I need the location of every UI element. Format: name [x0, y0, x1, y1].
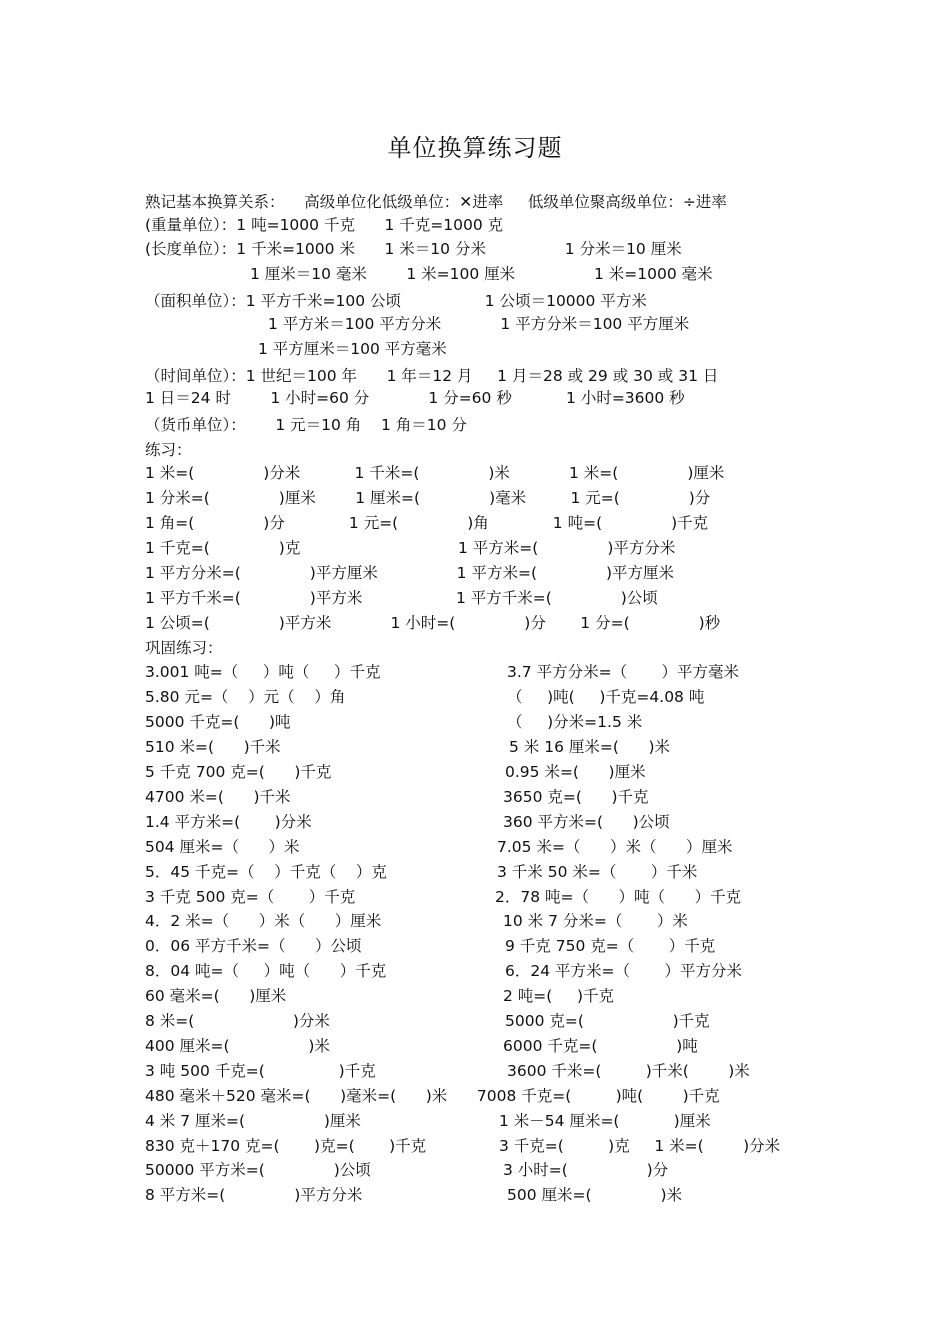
- text-line: 5 米 16 厘米=( )米: [509, 738, 671, 756]
- page-title: 单位换算练习题: [387, 134, 563, 162]
- text-line: 1.4 平方米=( )分米: [145, 813, 312, 831]
- text-line: 1 角=( )分 1 元=( )角 1 吨=( )千克: [145, 514, 709, 532]
- text-line: （时间单位）：1 世纪＝100 年 1 年＝12 月 1 月＝28 或 29 或 30 或 31 日: [145, 367, 719, 385]
- text-line: 1 日＝24 时 1 小时=60 分 1 分=60 秒 1 小时=3600 秒: [145, 389, 685, 407]
- text-line: 510 米=( )千米: [145, 738, 281, 756]
- text-line: 3 小时=( )分: [503, 1161, 669, 1179]
- text-line: 1 米－54 厘米=( )厘米: [499, 1112, 711, 1130]
- text-line: 3650 克=( )千克: [503, 788, 649, 806]
- text-line: 5．45 千克=（ ）千克（ ）克: [145, 863, 387, 881]
- text-line: 3 吨 500 千克=( )千克: [145, 1062, 376, 1080]
- text-line: 8 平方米=( )平方分米: [145, 1186, 363, 1204]
- text-line: 10 米 7 分米=（ ）米: [503, 912, 688, 930]
- text-line: 1 分米=( )厘米 1 厘米=( )毫米 1 元=( )分: [145, 489, 711, 507]
- text-line: 5 千克 700 克=( )千克: [145, 763, 332, 781]
- text-line: 2 吨=( )千克: [503, 987, 615, 1005]
- text-line: 830 克＋170 克=( )克=( )千克: [145, 1137, 427, 1155]
- text-line: 练习：: [145, 441, 192, 459]
- text-line: 5.80 元=（ ）元（ ）角: [145, 688, 346, 706]
- text-line: 504 厘米=（ ）米: [145, 838, 300, 856]
- text-line: （ )吨( )千克=4.08 吨: [507, 688, 705, 706]
- text-line: 巩固练习：: [145, 639, 223, 657]
- text-line: 400 厘米=( )米: [145, 1037, 330, 1055]
- text-line: 7.05 米=（ ）米（ ）厘米: [497, 838, 733, 856]
- text-line: 1 平方千米=( )平方米 1 平方千米=( )公顷: [145, 589, 658, 607]
- text-line: 3.7 平方分米=（ ）平方毫米: [507, 663, 740, 681]
- text-line: 3 千克=( )克 1 米=( )分米: [499, 1137, 781, 1155]
- text-line: 0．06 平方千米=（ ）公顷: [145, 937, 362, 955]
- text-line: （货币单位）： 1 元＝10 角 1 角＝10 分: [145, 416, 467, 434]
- text-line: 60 毫米=( )厘米: [145, 987, 287, 1005]
- text-line: 4700 米=( )千米: [145, 788, 291, 806]
- text-line: 4．2 米=（ ）米（ ）厘米: [145, 912, 382, 930]
- text-line: （ )分米=1.5 米: [507, 713, 643, 731]
- text-line: 2．78 吨=（ ）吨（ ）千克: [495, 888, 742, 906]
- text-line: 1 千克=( )克 1 平方米=( )平方分米: [145, 539, 676, 557]
- text-line: 5000 克=( )千克: [505, 1012, 710, 1030]
- text-line: 8 米=( )分米: [145, 1012, 330, 1030]
- text-line: 6．24 平方米=（ ）平方分米: [505, 962, 742, 980]
- text-line: 0.95 米=( )厘米: [505, 763, 646, 781]
- text-line: 6000 千克=( )吨: [503, 1037, 698, 1055]
- text-line: 1 公顷=( )平方米 1 小时=( )分 1 分=( )秒: [145, 614, 721, 632]
- text-line: (重量单位）：1 吨=1000 千克 1 千克=1000 克: [145, 216, 504, 234]
- text-line: 480 毫米＋520 毫米=( )毫米=( )米 7008 千克=( )吨( )千克: [145, 1087, 720, 1105]
- text-line: 500 厘米=( )米: [507, 1186, 683, 1204]
- text-line: 熟记基本换算关系： 高级单位化低级单位：✕进率 低级单位聚高级单位：÷进率: [145, 193, 727, 211]
- text-line: 3.001 吨=（ ）吨（ ）千克: [145, 663, 381, 681]
- text-line: 1 平方米＝100 平方分米 1 平方分米＝100 平方厘米: [268, 315, 690, 333]
- text-line: 5000 千克=( )吨: [145, 713, 291, 731]
- text-line: 4 米 7 厘米=( )厘米: [145, 1112, 361, 1130]
- text-line: 1 厘米＝10 毫米 1 米=100 厘米 1 米=1000 毫米: [250, 265, 713, 283]
- text-line: 3600 千米=( )千米( )米: [507, 1062, 750, 1080]
- text-line: 1 米=( )分米 1 千米=( )米 1 米=( )厘米: [145, 464, 725, 482]
- text-line: 3 千米 50 米=（ ）千米: [497, 863, 698, 881]
- text-line: 3 千克 500 克=（ ）千克: [145, 888, 356, 906]
- text-line: 360 平方米=( )公顷: [503, 813, 670, 831]
- text-line: （面积单位）：1 平方千米=100 公顷 1 公顷＝10000 平方米: [145, 292, 647, 310]
- text-line: (长度单位）：1 千米=1000 米 1 米＝10 分米 1 分米＝10 厘米: [145, 240, 682, 258]
- text-line: 8．04 吨=（ ）吨（ ）千克: [145, 962, 387, 980]
- text-line: 50000 平方米=( )公顷: [145, 1161, 371, 1179]
- text-line: 1 平方厘米＝100 平方毫米: [258, 340, 447, 358]
- text-line: 1 平方分米=( )平方厘米 1 平方米=( )平方厘米: [145, 564, 675, 582]
- text-line: 9 千克 750 克=（ ）千克: [505, 937, 716, 955]
